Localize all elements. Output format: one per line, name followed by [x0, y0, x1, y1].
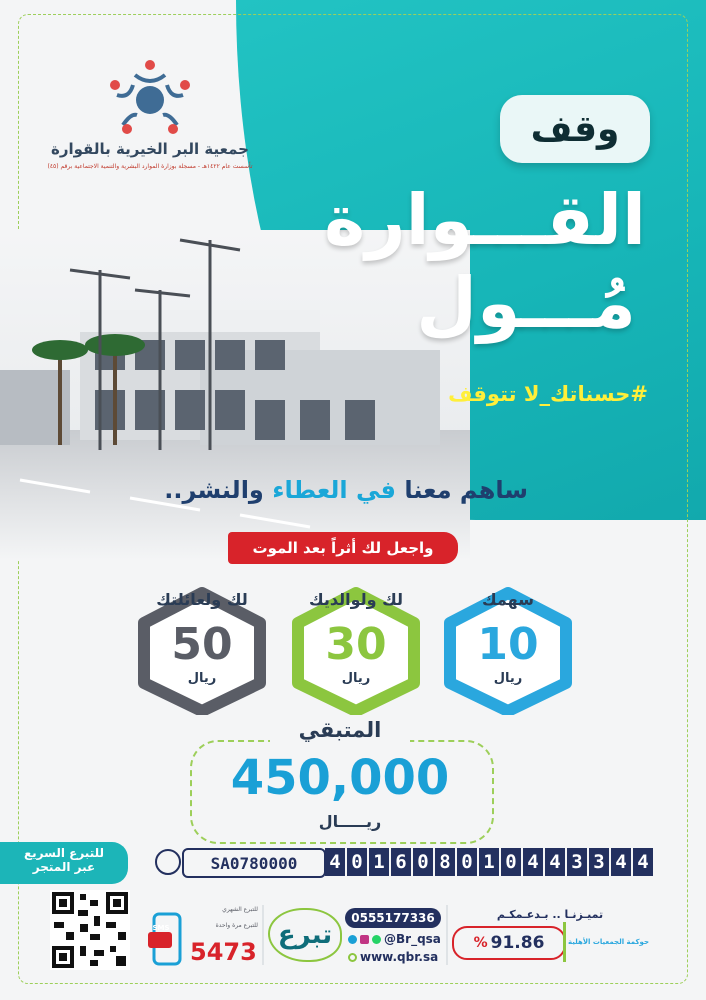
bank-icon	[155, 849, 181, 875]
iban-prefix[interactable]: SA0780000	[182, 848, 326, 878]
ribbon-after-death: واجعل لك أثراً بعد الموت	[228, 532, 458, 564]
contact-social: @Br_qsa	[384, 932, 441, 946]
share-label: لك ولعائلتك	[156, 590, 248, 609]
remaining-label: المتبقي	[270, 718, 410, 742]
globe-icon	[348, 953, 357, 962]
twitter-icon	[348, 935, 357, 944]
footer-divider	[446, 905, 448, 965]
iban-digit: 4	[545, 848, 565, 876]
iban-digit: 8	[435, 848, 455, 876]
charity-name: جمعية البر الخيرية بالقوارة	[51, 140, 249, 158]
iban-digit: 0	[413, 848, 433, 876]
share-currency: ريال	[187, 671, 217, 686]
slogan	[164, 476, 528, 504]
waqf-pill: وقف	[500, 95, 650, 163]
iban-digit: 4	[633, 848, 653, 876]
iban-digit: 0	[501, 848, 521, 876]
whatsapp-icon	[372, 935, 381, 944]
iban-digits[interactable]	[325, 848, 653, 876]
share-value: 10	[477, 619, 539, 670]
badge-tagline: تميـزنـا .. بـدعـمكـم	[496, 908, 604, 921]
sms-number[interactable]: 5473	[190, 938, 257, 966]
title-alqawara: القـــوارة	[324, 179, 646, 261]
governance-score	[452, 926, 566, 960]
share-card-2[interactable]	[286, 585, 426, 719]
quick-donate-tag	[0, 842, 128, 884]
mall-illustration	[0, 230, 470, 560]
share-card-3[interactable]	[132, 585, 272, 719]
share-label: سهمك	[482, 590, 534, 609]
iban-digit: 3	[589, 848, 609, 876]
sms-note-monthly: للتبرع الشهري	[222, 906, 258, 913]
tabarru-logo[interactable]: تبرع	[268, 908, 342, 962]
iban-digit: 1	[369, 848, 389, 876]
hashtag: #حسناتك_لا تتوقف	[448, 382, 648, 406]
phone-sms-icon	[148, 912, 184, 968]
qr-code-icon[interactable]	[50, 890, 130, 970]
share-card-1[interactable]	[438, 585, 578, 719]
iban-digit: 4	[611, 848, 631, 876]
iban-digit: 0	[457, 848, 477, 876]
slogan-part1: ساهم معنا	[396, 476, 528, 504]
share-value: 30	[325, 619, 387, 670]
iban-digit: 1	[479, 848, 499, 876]
iban-digit: 4	[523, 848, 543, 876]
sms-label: SMS	[152, 924, 170, 932]
governance-org: حوكمة الجمعيات الأهلية	[563, 922, 651, 962]
title-mall: مُـــول	[416, 262, 636, 344]
iban-digit: 6	[391, 848, 411, 876]
governance-percent: 91.86	[490, 933, 545, 953]
contact-phone[interactable]: 0555177336	[345, 908, 441, 928]
share-label: لك ولوالديك	[308, 590, 404, 609]
remaining-currency: ريـــــال	[318, 812, 382, 831]
slogan-highlight: في العطاء	[272, 476, 396, 504]
charity-logo-icon	[105, 55, 195, 135]
footer-divider	[262, 905, 264, 965]
instagram-icon	[360, 935, 369, 944]
iban-digit: 4	[325, 848, 345, 876]
charity-subtitle: تأسست عام ١٤٢٢هـ - مسجلة بوزارة الموارد البشرية والتنمية الاجتماعية برقم (٤٥)	[47, 163, 253, 170]
contact-web-row[interactable]	[348, 950, 438, 964]
contact-social-row[interactable]	[348, 932, 441, 946]
sms-note-once: للتبرع مرة واحدة	[215, 922, 258, 929]
remaining-amount: 450,000	[230, 750, 450, 806]
quick-donate-line2: عبر المتجر	[32, 860, 96, 874]
share-currency: ريال	[493, 671, 523, 686]
share-value: 50	[171, 619, 233, 670]
quick-donate-line1: للتبرع السريع	[23, 846, 105, 860]
iban-digit: 0	[347, 848, 367, 876]
percent-symbol: %	[473, 935, 488, 951]
iban-digit: 3	[567, 848, 587, 876]
slogan-part2: والنشر..	[164, 476, 273, 504]
share-currency: ريال	[341, 671, 371, 686]
contact-web: www.qbr.sa	[360, 950, 439, 964]
